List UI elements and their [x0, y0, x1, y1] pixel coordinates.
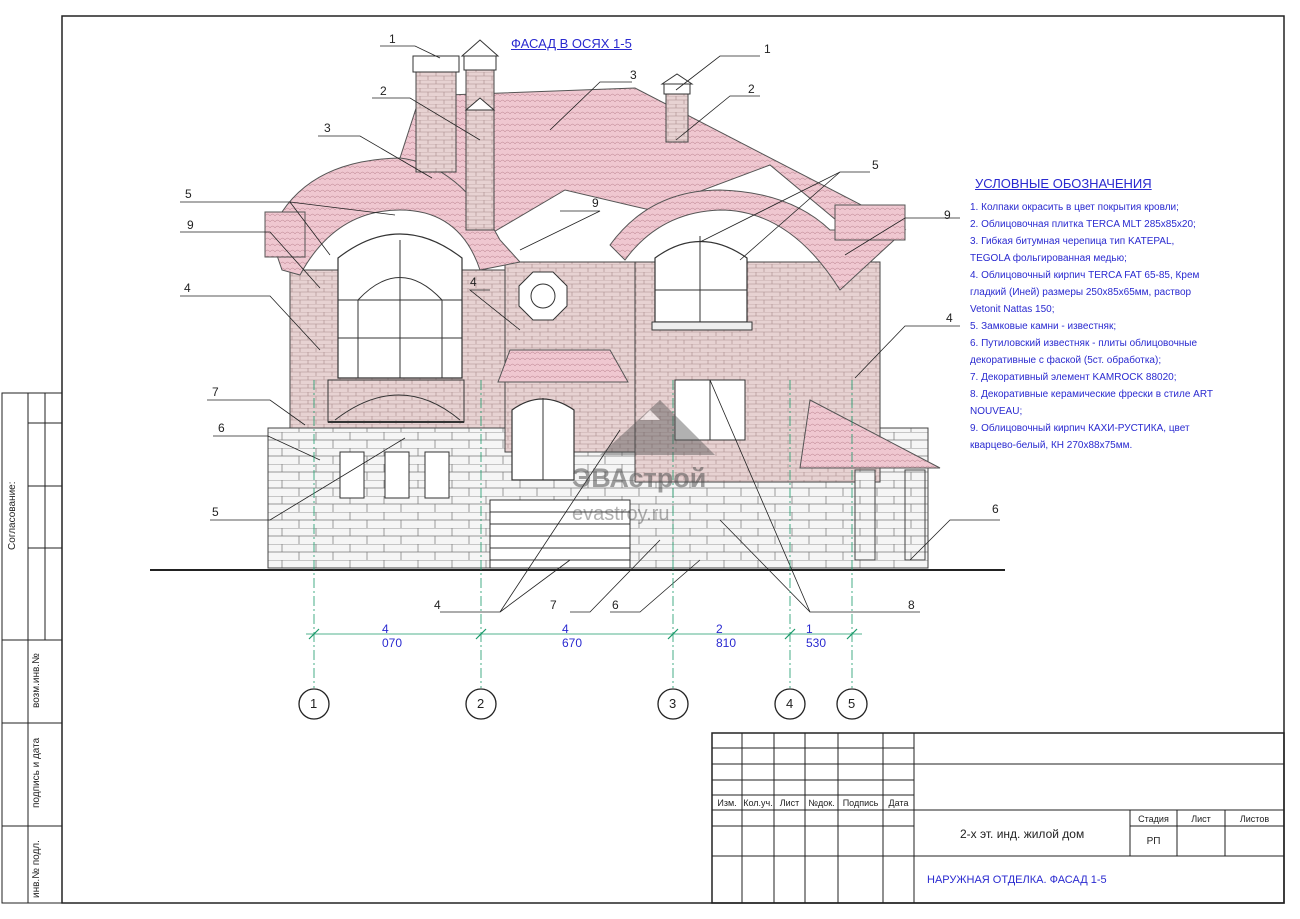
callout-1-left: 1: [389, 32, 396, 46]
legend-item: TEGOLA фольгированная медью;: [970, 253, 1127, 264]
legend-item: гладкий (Иней) размеры 250х85х65мм, раствор: [970, 287, 1192, 298]
tb-header-podpis: Подпись: [842, 798, 879, 808]
callout-2-left: 2: [380, 84, 387, 98]
callout-6-right: 6: [992, 502, 999, 516]
legend-item: декоративные с фаской (5ст. обработка);: [970, 355, 1162, 366]
tb-sheet-label: Лист: [1191, 814, 1211, 824]
tb-sheet-title: НАРУЖНАЯ ОТДЕЛКА. ФАСАД 1-5: [927, 874, 1107, 886]
legend-item: 7. Декоративный элемент KAMROCK 88020;: [970, 372, 1177, 383]
legend-item: кварцево-белый, КН 270х88х75мм.: [970, 440, 1133, 451]
callout-6-bottom: 6: [612, 598, 619, 612]
legend-item: 8. Декоративные керамические фрески в стиле ART: [970, 389, 1213, 400]
callout-4-left: 4: [184, 281, 191, 295]
axis-label-5: 5: [848, 696, 856, 711]
legend: [970, 176, 1220, 454]
legend-item: 9. Облицовочный кирпич КАХИ-РУСТИКА, цвет: [970, 423, 1190, 434]
callout-9-right: 9: [944, 208, 951, 222]
stamp-approval: Согласование:: [7, 481, 18, 550]
dimension-2-3: 4 670: [562, 622, 583, 650]
callout-4-center: 4: [470, 275, 477, 289]
legend-item: 5. Замковые камни - известняк;: [970, 321, 1117, 332]
tb-header-data: Дата: [888, 798, 909, 808]
callout-2-right: 2: [748, 82, 755, 96]
axis-label-2: 2: [477, 696, 485, 711]
callout-5-right: 5: [872, 158, 879, 172]
tb-header-list: Лист: [779, 798, 800, 808]
legend-item: 4. Облицовочный кирпич TERCA FAT 65-85, Крем: [970, 270, 1200, 281]
callout-6-left: 6: [218, 421, 225, 435]
watermark-site: evastroy.ru: [572, 503, 670, 525]
tb-stage-label: Стадия: [1138, 814, 1169, 824]
callout-5-left: 5: [185, 187, 192, 201]
tb-header-izm: Изм.: [717, 798, 737, 808]
axis-label-1: 1: [310, 696, 318, 711]
legend-item: NOUVEAU;: [970, 406, 1023, 417]
legend-item: Vetonit Nattas 150;: [970, 304, 1055, 315]
callout-4-right: 4: [946, 311, 953, 325]
tb-object: 2-х эт. инд. жилой дом: [960, 827, 1085, 841]
callout-8-bottom: 8: [908, 598, 915, 612]
stamp-inv-orig: инв.№ подл.: [31, 840, 42, 898]
axis-label-3: 3: [669, 696, 677, 711]
dimension-1-2: 4 070: [382, 622, 403, 650]
callout-7-bottom: 7: [550, 598, 557, 612]
watermark-brand: ЭВАстрой: [572, 463, 707, 493]
callout-7-left: 7: [212, 385, 219, 399]
callout-9-center: 9: [592, 196, 599, 210]
tb-sheets-label: Листов: [1239, 814, 1270, 824]
callout-5-bottom: 5: [212, 505, 219, 519]
stamp-inv-no: возм.инв.№: [31, 653, 42, 708]
callout-3-left: 3: [324, 121, 331, 135]
stamp-sign-date: подпись и дата: [31, 737, 42, 808]
axis-label-4: 4: [786, 696, 794, 711]
legend-item: 6. Путиловский известняк - плиты облицовочные: [970, 338, 1198, 349]
facade-title: ФАСАД В ОСЯХ 1-5: [511, 36, 632, 51]
callout-4-bottom: 4: [434, 598, 441, 612]
callout-9-left: 9: [187, 218, 194, 232]
tb-header-koluch: Кол.уч.: [743, 798, 773, 808]
legend-item: 2. Облицовочная плитка TERCA MLT 285х85х20;: [970, 219, 1196, 230]
legend-title: УСЛОВНЫЕ ОБОЗНАЧЕНИЯ: [975, 176, 1152, 191]
dimension-4-5: 1 530: [806, 622, 827, 650]
tb-header-ndok: №док.: [808, 798, 835, 808]
dimension-3-4: 2 810: [716, 622, 737, 650]
legend-item: 3. Гибкая битумная черепица тип KATEPAL,: [970, 236, 1175, 247]
legend-item: 1. Колпаки окрасить в цвет покрытия кровли;: [970, 202, 1179, 213]
callout-1-right: 1: [764, 42, 771, 56]
callout-3-center: 3: [630, 68, 637, 82]
tb-stage-value: РП: [1146, 836, 1161, 847]
